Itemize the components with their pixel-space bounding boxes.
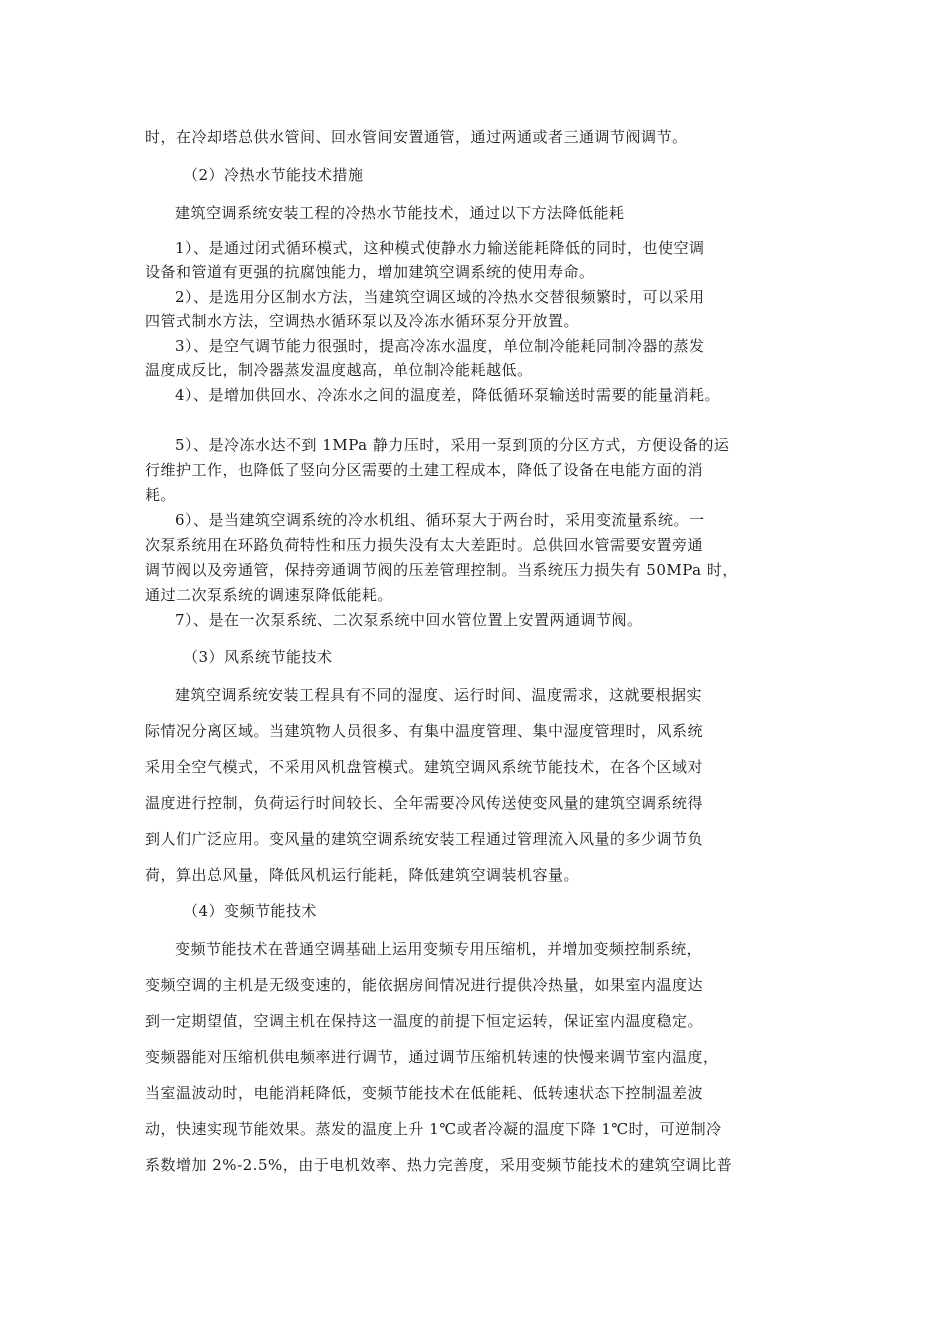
text-line: 动，快速实现节能效果。蒸发的温度上升 1℃或者冷凝的温度下降 1℃时，可逆制冷: [145, 1120, 722, 1138]
text-line: 变频器能对压缩机供电频率进行调节，通过调节压缩机转速的快慢来调节室内温度，: [145, 1048, 719, 1066]
text-line: 采用全空气模式，不采用风机盘管模式。建筑空调风系统节能技术，在各个区域对: [145, 758, 704, 776]
list-item: 5）、是冷冻水达不到 1MPa 静力压时，采用一泵到顶的分区方式，方便设备的运: [175, 436, 730, 454]
list-item: 2）、是选用分区制水方法，当建筑空调区域的冷热水交替很频繁时，可以采用: [175, 288, 705, 306]
section-heading: （2）冷热水节能技术措施: [183, 166, 364, 184]
list-item: 4）、是增加供回水、冷冻水之间的温度差，降低循环泵输送时需要的能量消耗。: [175, 386, 721, 404]
text-line: 系数增加 2%-2.5%，由于电机效率、热力完善度，采用变频节能技术的建筑空调比普: [145, 1156, 733, 1174]
text-line: 到一定期望值，空调主机在保持这一温度的前提下恒定运转，保证室内温度稳定。: [145, 1012, 704, 1030]
text-line: 温度进行控制，负荷运行时间较长、全年需要冷风传送使变风量的建筑空调系统得: [145, 794, 704, 812]
text-line: 建筑空调系统安装工程具有不同的湿度、运行时间、温度需求，这就要根据实: [175, 686, 703, 704]
text-line: 设备和管道有更强的抗腐蚀能力，增加建筑空调系统的使用寿命。: [145, 263, 595, 281]
list-item: 7）、是在一次泵系统、二次泵系统中回水管位置上安置两通调节阀。: [175, 611, 643, 629]
text-line: 时，在冷却塔总供水管间、回水管间安置通管，通过两通或者三通调节阀调节。: [145, 128, 688, 146]
text-line: 通过二次泵系统的调速泵降低能耗。: [145, 586, 394, 604]
text-line: 行维护工作，也降低了竖向分区需要的土建工程成本，降低了设备在电能方面的消: [145, 461, 704, 479]
list-item: 6）、是当建筑空调系统的冷水机组、循环泵大于两台时，采用变流量系统。一: [175, 511, 705, 529]
text-line: 到人们广泛应用。变风量的建筑空调系统安装工程通过管理流入风量的多少调节负: [145, 830, 704, 848]
text-line: 建筑空调系统安装工程的冷热水节能技术，通过以下方法降低能耗: [175, 204, 625, 222]
text-line: 际情况分离区域。当建筑物人员很多、有集中温度管理、集中湿度管理时，风系统: [145, 722, 704, 740]
text-line: 四管式制水方法，空调热水循环泵以及冷冻水循环泵分开放置。: [145, 312, 580, 330]
text-line: 变频空调的主机是无级变速的，能依据房间情况进行提供冷热量，如果室内温度达: [145, 976, 704, 994]
text-line: 调节阀以及旁通管，保持旁通调节阀的压差管理控制。当系统压力损失有 50MPa 时，: [145, 561, 738, 579]
text-line: 耗。: [145, 486, 177, 504]
list-item: 3）、是空气调节能力很强时，提高冷冻水温度，单位制冷能耗同制冷器的蒸发: [175, 337, 705, 355]
section-heading: （4）变频节能技术: [183, 902, 318, 920]
text-line: 变频节能技术在普通空调基础上运用变频专用压缩机，并增加变频控制系统，: [175, 940, 703, 958]
text-line: 温度成反比，制冷器蒸发温度越高，单位制冷能耗越低。: [145, 361, 533, 379]
text-line: 次泵系统用在环路负荷特性和压力损失没有太大差距时。总供回水管需要安置旁通: [145, 536, 704, 554]
text-line: 当室温波动时，电能消耗降低，变频节能技术在低能耗、低转速状态下控制温差波: [145, 1084, 704, 1102]
text-line: 荷，算出总风量，降低风机运行能耗，降低建筑空调装机容量。: [145, 866, 580, 884]
section-heading: （3）风系统节能技术: [183, 648, 333, 666]
list-item: 1）、是通过闭式循环模式，这种模式使静水力输送能耗降低的同时，也使空调: [175, 239, 705, 257]
